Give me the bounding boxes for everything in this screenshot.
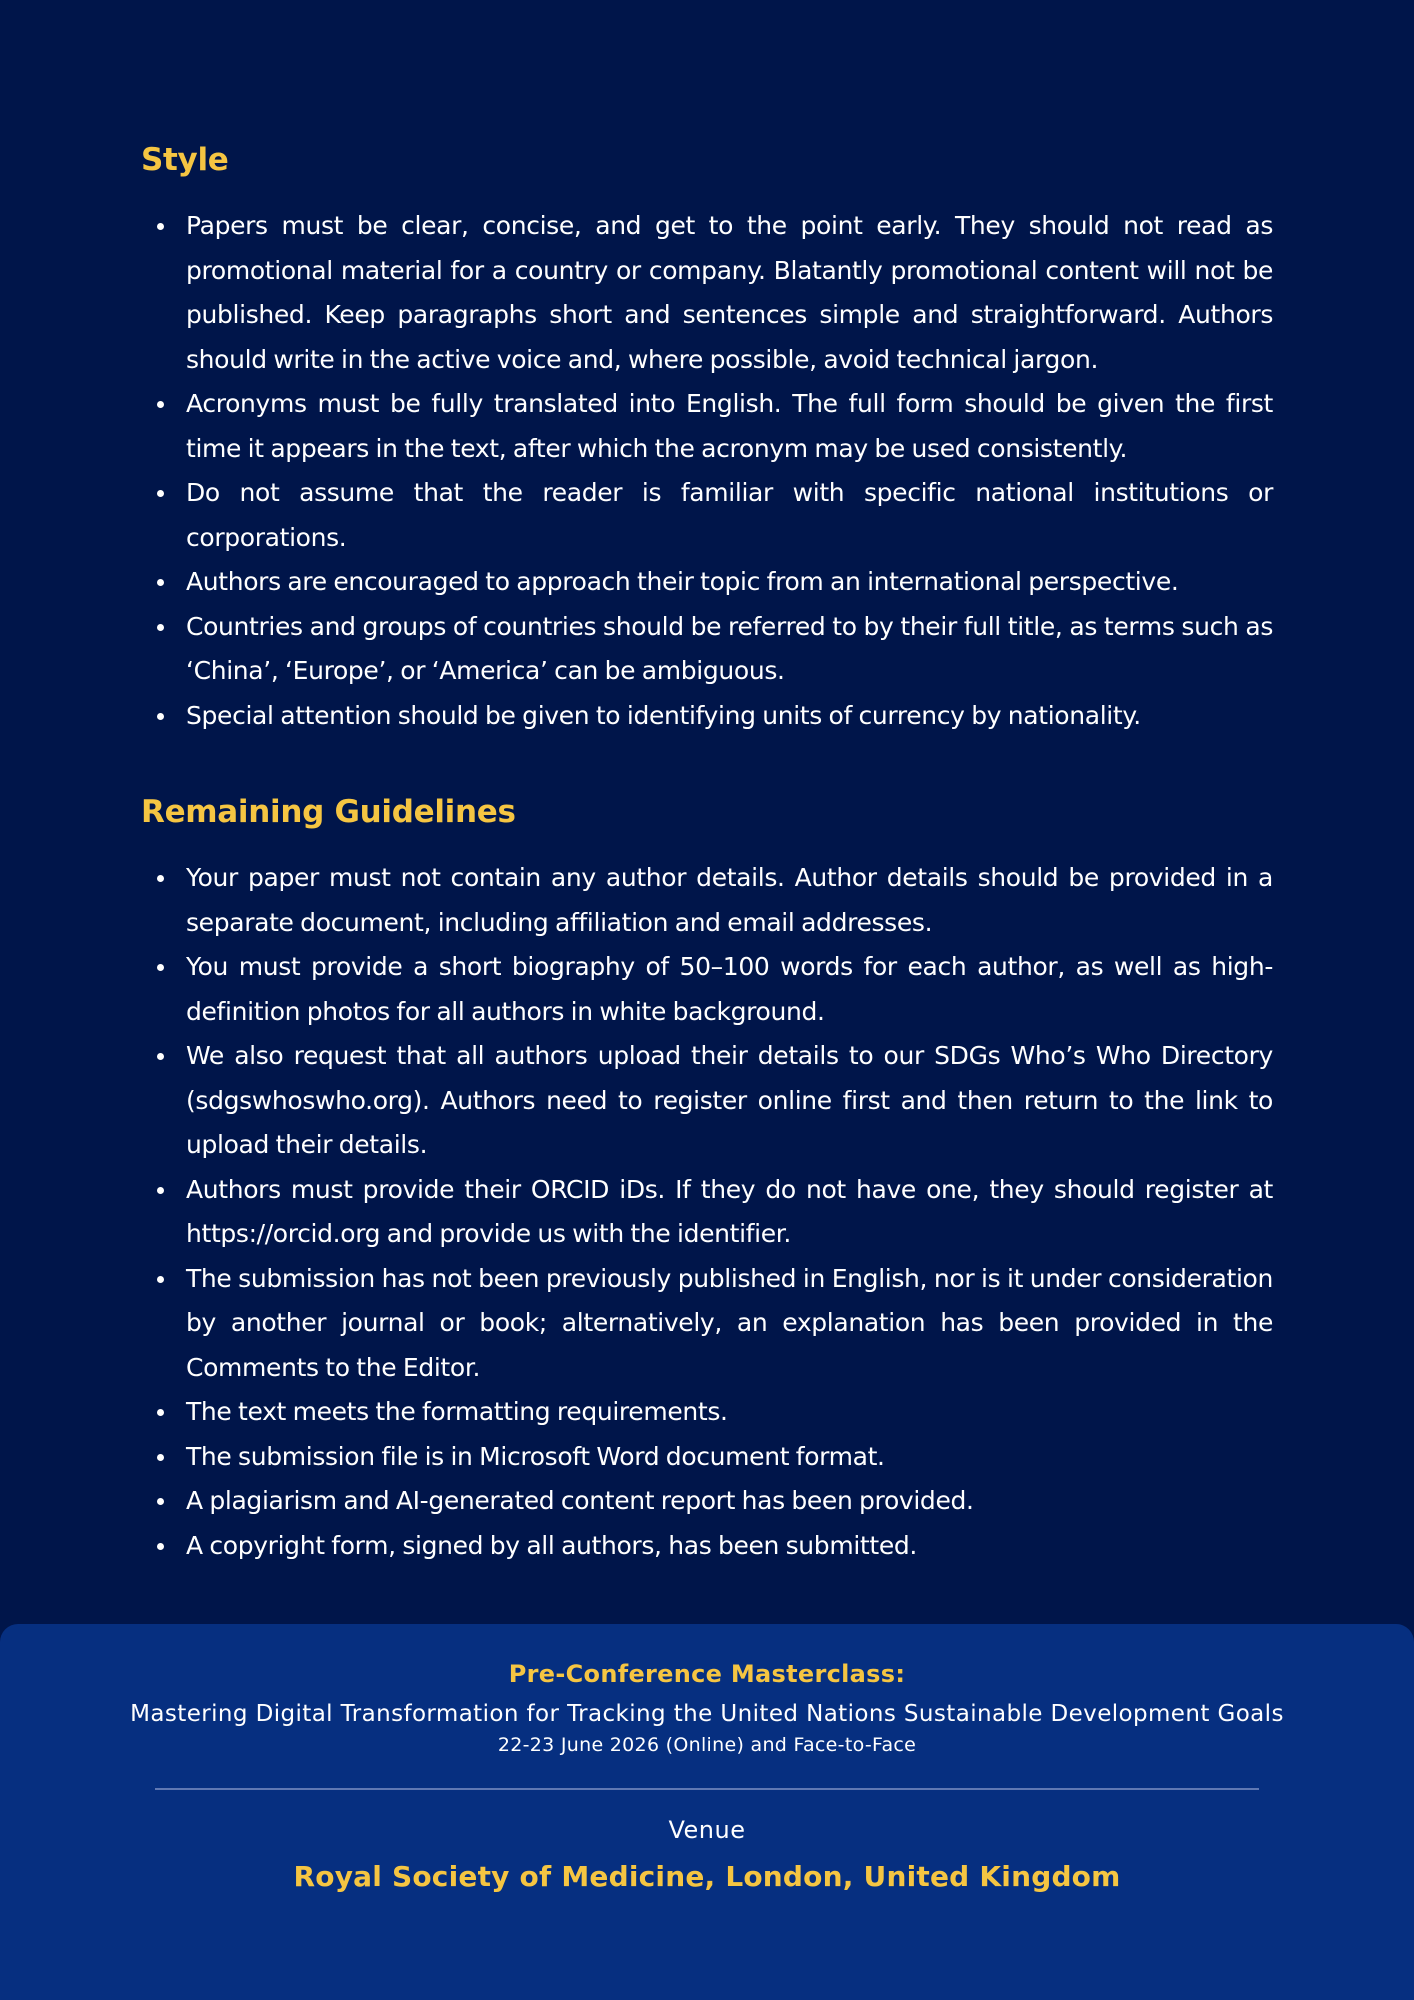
venue-label: Venue <box>668 1816 746 1844</box>
masterclass-subtitle: Mastering Digital Transformation for Tracking the United Nations Sustainable Development Goals <box>130 1701 1284 1727</box>
list-item: We also request that all authors upload their details to our SDGs Who’s Who Directory (sdgswhoswho.org). Authors need to register online first and then return to the link to upload their details. <box>141 1034 1273 1168</box>
list-item: A plagiarism and AI-generated content report has been provided. <box>141 1479 1273 1524</box>
list-item: The text meets the formatting requirements. <box>141 1390 1273 1435</box>
remaining-guidelines-heading: Remaining Guidelines <box>141 794 516 830</box>
remaining-guidelines-list <box>141 856 1273 1568</box>
list-item: The submission file is in Microsoft Word document format. <box>141 1435 1273 1480</box>
list-item: A copyright form, signed by all authors, has been submitted. <box>141 1524 1273 1569</box>
venue-name: Royal Society of Medicine, London, United Kingdom <box>293 1860 1121 1893</box>
style-list <box>141 204 1273 738</box>
footer-divider <box>155 1788 1259 1790</box>
list-item: Do not assume that the reader is familiar with specific national institutions or corporations. <box>141 471 1273 560</box>
list-item: Countries and groups of countries should be referred to by their full title, as terms such as ‘China’, ‘Europe’, or ‘America’ can be ambiguous. <box>141 605 1273 694</box>
list-item: The submission has not been previously published in English, nor is it under consideration by another journal or book; alternatively, an explanation has been provided in the Comments to the Editor. <box>141 1257 1273 1391</box>
list-item: You must provide a short biography of 50–100 words for each author, as well as high-definition photos for all authors in white background. <box>141 945 1273 1034</box>
list-item: Special attention should be given to identifying units of currency by nationality. <box>141 694 1273 739</box>
list-item: Acronyms must be fully translated into English. The full form should be given the first time it appears in the text, after which the acronym may be used consistently. <box>141 382 1273 471</box>
style-heading: Style <box>141 142 229 178</box>
list-item: Authors are encouraged to approach their topic from an international perspective. <box>141 560 1273 605</box>
footer-panel <box>0 1624 1414 2000</box>
masterclass-dates: 22-23 June 2026 (Online) and Face-to-Face <box>497 1734 917 1756</box>
list-item: Papers must be clear, concise, and get to the point early. They should not read as promotional material for a country or company. Blatantly promotional content will not be published. Keep paragraphs short and sentences simple and straightforward. Authors should write in the active voice and, where possible, avoid technical jargon. <box>141 204 1273 382</box>
list-item: Your paper must not contain any author details. Author details should be provided in a separate document, including affiliation and email addresses. <box>141 856 1273 945</box>
list-item: Authors must provide their ORCID iDs. If they do not have one, they should register at https://orcid.org and provide us with the identifier. <box>141 1168 1273 1257</box>
main-content <box>141 138 1273 1568</box>
masterclass-title: Pre-Conference Masterclass: <box>508 1660 906 1688</box>
